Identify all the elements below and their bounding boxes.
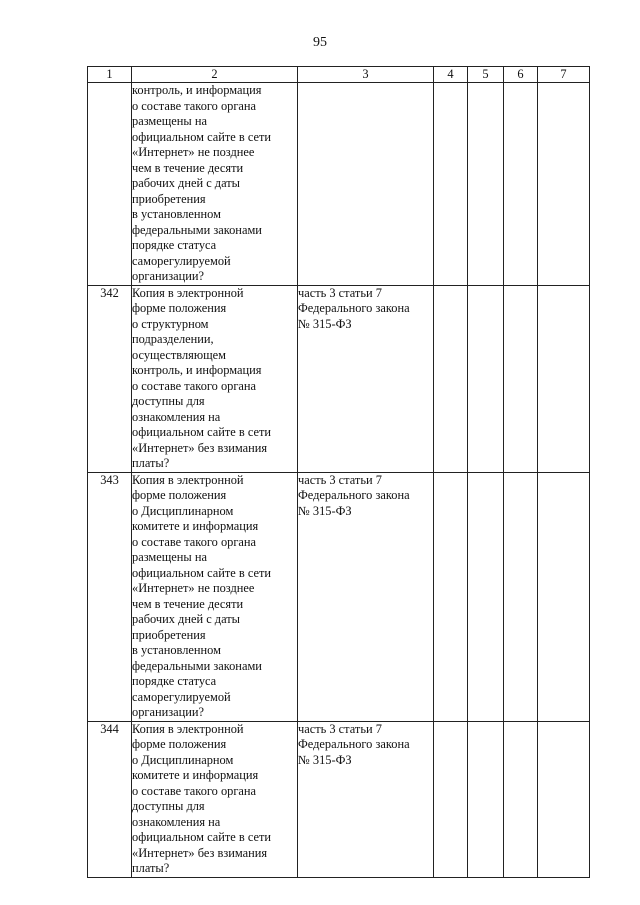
description-line: комитете и информация [132, 519, 259, 533]
legal-reference-line: № 315-ФЗ [298, 752, 352, 767]
answer-cell-col-7 [538, 83, 590, 286]
answer-cell-col-6 [504, 472, 538, 721]
description-line: контроль, и информация [132, 363, 262, 377]
description-line: рабочих дней с даты [132, 612, 241, 626]
description-line: размещены на [132, 114, 207, 128]
requirement-description [132, 83, 298, 286]
table-row [88, 472, 590, 721]
legal-reference-line: № 315-ФЗ [298, 503, 352, 518]
description-line: организации? [132, 269, 205, 283]
answer-cell-col-6 [504, 721, 538, 877]
answer-cell-col-7 [538, 721, 590, 877]
description-line: саморегулируемой [132, 253, 231, 268]
description-line: о составе такого органа [132, 98, 257, 113]
description-line: форме положения [132, 488, 227, 502]
legal-reference-line: № 315-ФЗ [298, 316, 352, 331]
description-line: доступны для [132, 799, 205, 813]
answer-cell-col-5 [468, 83, 504, 286]
description-line: о Дисциплинарном [132, 752, 234, 767]
answer-cell-col-5 [468, 472, 504, 721]
description-line: ознакомления на [132, 814, 221, 829]
row-number: 343 [88, 472, 132, 721]
description-line: приобретения [132, 627, 206, 642]
answer-cell-col-6 [504, 83, 538, 286]
description-line: осуществляющем [132, 347, 227, 362]
description-line: «Интернет» не позднее [132, 581, 255, 595]
table-row [88, 83, 590, 286]
requirement-description [132, 721, 298, 877]
description-line: платы? [132, 861, 170, 875]
answer-cell-col-5 [468, 285, 504, 472]
row-number: 344 [88, 721, 132, 877]
header-col-1: 1 [88, 67, 132, 83]
answer-cell-col-4 [434, 472, 468, 721]
description-line: форме положения [132, 301, 227, 315]
header-col-5: 5 [468, 67, 504, 83]
description-line: порядке статуса [132, 238, 217, 252]
description-line: «Интернет» без взимания [132, 440, 268, 455]
description-line: в установленном [132, 643, 221, 657]
header-col-3: 3 [298, 67, 434, 83]
legal-reference-line: Федерального закона [298, 488, 410, 502]
row-number [88, 83, 132, 286]
description-line: о составе такого органа [132, 534, 257, 549]
legal-reference [298, 472, 434, 721]
description-line: о структурном [132, 316, 209, 331]
header-col-2: 2 [132, 67, 298, 83]
legal-reference-line: часть 3 статьи 7 [298, 721, 382, 736]
description-line: официальном сайте в сети [132, 425, 272, 439]
header-col-6: 6 [504, 67, 538, 83]
description-line: чем в течение десяти [132, 160, 244, 175]
legal-reference [298, 285, 434, 472]
legal-reference-line: часть 3 статьи 7 [298, 285, 382, 300]
row-number: 342 [88, 285, 132, 472]
header-row [88, 67, 590, 83]
description-line: комитете и информация [132, 768, 259, 782]
answer-cell-col-4 [434, 83, 468, 286]
description-line: официальном сайте в сети [132, 565, 272, 580]
description-line: ознакомления на [132, 409, 221, 424]
table-row [88, 285, 590, 472]
requirement-description [132, 285, 298, 472]
table-row [88, 721, 590, 877]
answer-cell-col-7 [538, 285, 590, 472]
answer-cell-col-5 [468, 721, 504, 877]
description-line: в установленном [132, 207, 221, 221]
legal-reference [298, 83, 434, 286]
description-line: подразделении, [132, 332, 214, 346]
description-line: Копия в электронной [132, 472, 244, 487]
description-line: платы? [132, 456, 170, 470]
description-line: саморегулируемой [132, 689, 231, 704]
description-line: о Дисциплинарном [132, 503, 234, 518]
description-line: порядке статуса [132, 674, 217, 688]
description-line: рабочих дней с даты [132, 176, 241, 190]
description-line: чем в течение десяти [132, 596, 244, 611]
description-line: официальном сайте в сети [132, 830, 272, 844]
header-col-7: 7 [538, 67, 590, 83]
description-line: «Интернет» не позднее [132, 145, 255, 159]
legal-reference [298, 721, 434, 877]
answer-cell-col-7 [538, 472, 590, 721]
description-line: федеральными законами [132, 222, 262, 237]
description-line: официальном сайте в сети [132, 129, 272, 144]
legal-reference-line: Федерального закона [298, 737, 410, 751]
description-line: приобретения [132, 191, 206, 206]
requirement-description [132, 472, 298, 721]
description-line: форме положения [132, 737, 227, 751]
header-col-4: 4 [434, 67, 468, 83]
description-line: организации? [132, 705, 205, 719]
description-line: доступны для [132, 394, 205, 408]
answer-cell-col-4 [434, 721, 468, 877]
description-line: о составе такого органа [132, 783, 257, 798]
description-line: Копия в электронной [132, 285, 244, 300]
description-line: контроль, и информация [132, 83, 262, 97]
description-line: Копия в электронной [132, 721, 244, 736]
legal-reference-line: часть 3 статьи 7 [298, 472, 382, 487]
legal-reference-line: Федерального закона [298, 301, 410, 315]
description-line: «Интернет» без взимания [132, 845, 268, 860]
description-line: федеральными законами [132, 658, 262, 673]
requirements-table [87, 66, 590, 878]
page-number: 95 [313, 35, 327, 50]
answer-cell-col-4 [434, 285, 468, 472]
answer-cell-col-6 [504, 285, 538, 472]
description-line: размещены на [132, 550, 207, 564]
description-line: о составе такого органа [132, 378, 257, 393]
